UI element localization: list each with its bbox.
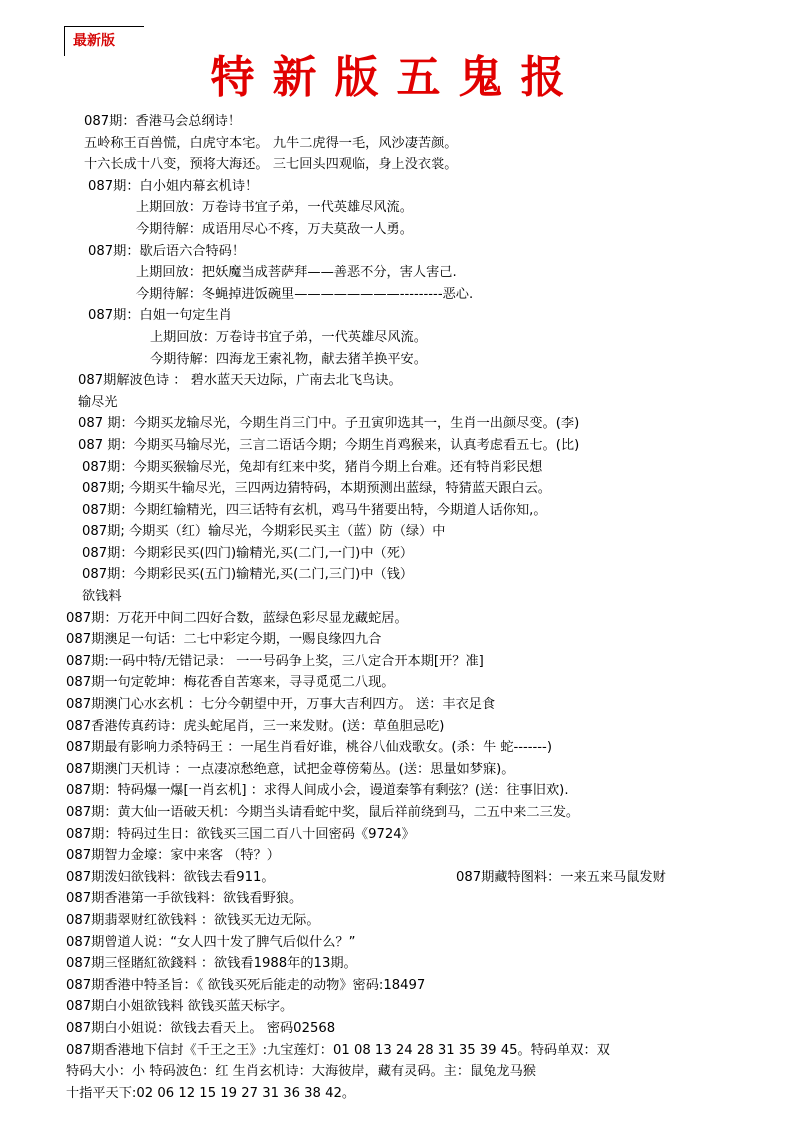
line-text: 087期：白姐一句定生肖 [88, 308, 232, 324]
line-text: 087期香港地下信封《千王之王》:九宝莲灯：01 08 13 24 28 31 35 39 45。特码单双：双 [66, 1042, 610, 1058]
line-text: 087期香港中特圣旨：《 欲钱买死后能走的动物》密码:18497 [66, 977, 426, 993]
line-text: 087期：黄大仙一语破天机：今期当头请看蛇中奖，鼠后祥前绕到马，二五中来二三发。 [66, 805, 580, 820]
content-line [0, 845, 793, 867]
content-line [0, 716, 793, 738]
content-line [0, 457, 793, 479]
content-line [0, 824, 793, 846]
content-line [0, 802, 793, 824]
content-line [0, 737, 793, 759]
line-text: 087期香港第一手欲钱料：欲钱看野狼。 [66, 891, 303, 907]
line-text: 087期：歇后语六合特码！ [88, 243, 246, 259]
line-text: 087 期：今期买马输尽光，三言二语话今期；今期生肖鸡猴来，认真考虑看五七。(比) [78, 437, 580, 453]
content-line [0, 176, 793, 198]
line-text: 087期:一码中特/无错记录： 一一号码争上奖，三八定合开本期[开？准] [66, 653, 484, 669]
line-text: 087期泼妇欲钱料：欲钱去看911。 [66, 869, 275, 885]
line-text: 087期白小姐说：欲钱去看天上。 密码02568 [66, 1020, 336, 1036]
line-text: 087期：万花开中间二四好合数，蓝绿色彩尽显龙藏蛇居。 [66, 610, 408, 626]
content-line [0, 543, 793, 565]
content-line [0, 478, 793, 500]
line-text: 087期澳足一句话：二七中彩定今期，一赐良缘四九合 [66, 632, 382, 648]
line-text: 087期翡翠财红欲钱料 ：欲钱买无边无际。 [66, 912, 320, 928]
line-text: 087期曾道人说：“女人四十发了脾气后似什么？” [66, 934, 356, 950]
line-text: 087期：香港马会总纲诗！ [84, 114, 242, 129]
line-text: 上期回放：万卷诗书宜子弟，一代英雄尽风流。 [150, 329, 427, 345]
line-text: 087期：特码爆一爆[一肖玄机] ：求得人间成小会，谩道秦筝有剩弦？(送：往事旧欢). [66, 783, 569, 799]
content-line [0, 694, 793, 716]
content-line [0, 975, 793, 997]
line-text: 087期一句定乾坤：梅花香自苦寒来，寻寻觅觅二八现。 [66, 675, 395, 691]
content-line [0, 1040, 793, 1062]
content-line [0, 370, 793, 392]
content-line [0, 413, 793, 435]
content-line [0, 111, 793, 133]
line-text: 特码大小：小 特码波色：红 生肖玄机诗：大海彼岸，藏有灵码。主：鼠兔龙马猴 [66, 1064, 536, 1080]
line-text: 上期回放：把妖魔当成菩萨拜——善恶不分，害人害己. [136, 265, 457, 281]
line-text: 087期：特码过生日：欲钱买三国二百八十回密码《9724》 [66, 826, 415, 842]
line-text: 087 期：今期买龙输尽光，今期生肖三门中。子丑寅卯选其一，生肖一出颜尽变。(李) [78, 416, 580, 432]
line-text: 今期待解：四海龙王索礼物，献去猪羊换平安。 [150, 351, 427, 367]
content-line [0, 435, 793, 457]
content-line [0, 327, 793, 349]
content-line [0, 500, 793, 522]
content-line [0, 1083, 793, 1105]
line-text: 087期：今期彩民买(四门)输精光,买(二门,一门)中（死） [82, 545, 414, 561]
content-line [0, 759, 793, 781]
content-line [0, 219, 793, 241]
line-text: 087期三怪賭紅欲錢料 ：欲钱看1988年的13期。 [66, 956, 357, 972]
content-line [0, 349, 793, 371]
line-text: 087期：今期彩民买(五门)输精光,买(二门,三门)中（钱） [82, 567, 414, 583]
line-text: 087期：白小姐内幕玄机诗！ [88, 178, 259, 194]
line-text: 087香港传真药诗：虎头蛇尾肖，三一来发财。(送：草鱼胆忌吃) [66, 718, 445, 734]
content-line [0, 888, 793, 910]
content-line [0, 932, 793, 954]
line-text: 087期; 今期买牛输尽光，三四两边猜特码，本期预测出蓝绿，特猜蓝天跟白云。 [82, 481, 551, 497]
content-line [0, 910, 793, 932]
content-line [0, 241, 793, 263]
content-line [0, 996, 793, 1018]
content-line [0, 867, 793, 889]
latest-version-badge: 最新版 [64, 26, 144, 56]
line-text: 今期待解：成语用尽心不疼，万夫莫敌一人勇。 [136, 221, 413, 237]
content-line [0, 262, 793, 284]
content-line [0, 197, 793, 219]
content-line [0, 521, 793, 543]
line-text: 087期白小姐欲钱料 欲钱买蓝天标字。 [66, 999, 294, 1015]
content-line [0, 953, 793, 975]
line-text: 十指平天下:02 06 12 15 19 27 31 36 38 42。 [66, 1085, 356, 1101]
content-lines [0, 111, 793, 1104]
line-text: 欲钱料 [82, 589, 122, 605]
line-text: 输尽光 [78, 394, 118, 410]
line-text: 087期智力金壕：家中来客 （特？） [66, 848, 280, 864]
content-line [0, 780, 793, 802]
line-text: 上期回放：万卷诗书宜子弟，一代英雄尽风流。 [136, 200, 413, 216]
content-line [0, 1018, 793, 1040]
line-text: 十六长成十八变，预将大海还。 三七回头四观临，身上没衣裳。 [84, 157, 458, 173]
line-text: 087期：今期买猴输尽光，兔却有红来中奖，猪肖今期上台难。还有特肖彩民想 [82, 459, 543, 475]
content-line [0, 133, 793, 155]
content-line [0, 305, 793, 327]
line-text: 087期澳门心水玄机 ：七分今朝望中开，万事大吉利四方。 送：丰衣足食 [66, 697, 496, 713]
line-text: 今期待解：冬蝇掉进饭碗里————————---------恶心. [136, 286, 474, 302]
content-line [0, 564, 793, 586]
line-text: 五岭称王百兽慌，白虎守本宅。 九牛二虎得一毛，风沙凄苦颜。 [84, 135, 458, 151]
content-line [0, 608, 793, 630]
line-text: 087期最有影响力杀特码王 ：一尾生肖看好谁，桃谷八仙戏歌女。(杀：牛 蛇-------) [66, 740, 552, 756]
line-text: 087期; 今期买（红）输尽光，今期彩民买主（蓝）防（绿）中 [82, 524, 446, 540]
page-title: 特新版五鬼报 [210, 52, 583, 103]
content-line [0, 154, 793, 176]
line-text: 087期：今期红输精光，四三话特有玄机，鸡马牛猪要出特，今期道人话你知,。 [82, 502, 547, 518]
line-text: 087期澳门天机诗 ：一点凄凉愁绝意，试把金尊傍菊丛。(送：思量如梦寐)。 [66, 761, 515, 777]
content-line [0, 672, 793, 694]
content-line [0, 284, 793, 306]
content-line [0, 629, 793, 651]
content-line [0, 392, 793, 414]
content-line [0, 586, 793, 608]
line-extra-text: 087期藏特图料：一来五来马鼠发财 [456, 869, 666, 885]
line-text: 087期解波色诗 ： 碧水蓝天天边际，广南去北飞鸟诀。 [78, 373, 402, 389]
content-line [0, 651, 793, 673]
content-line [0, 1061, 793, 1083]
